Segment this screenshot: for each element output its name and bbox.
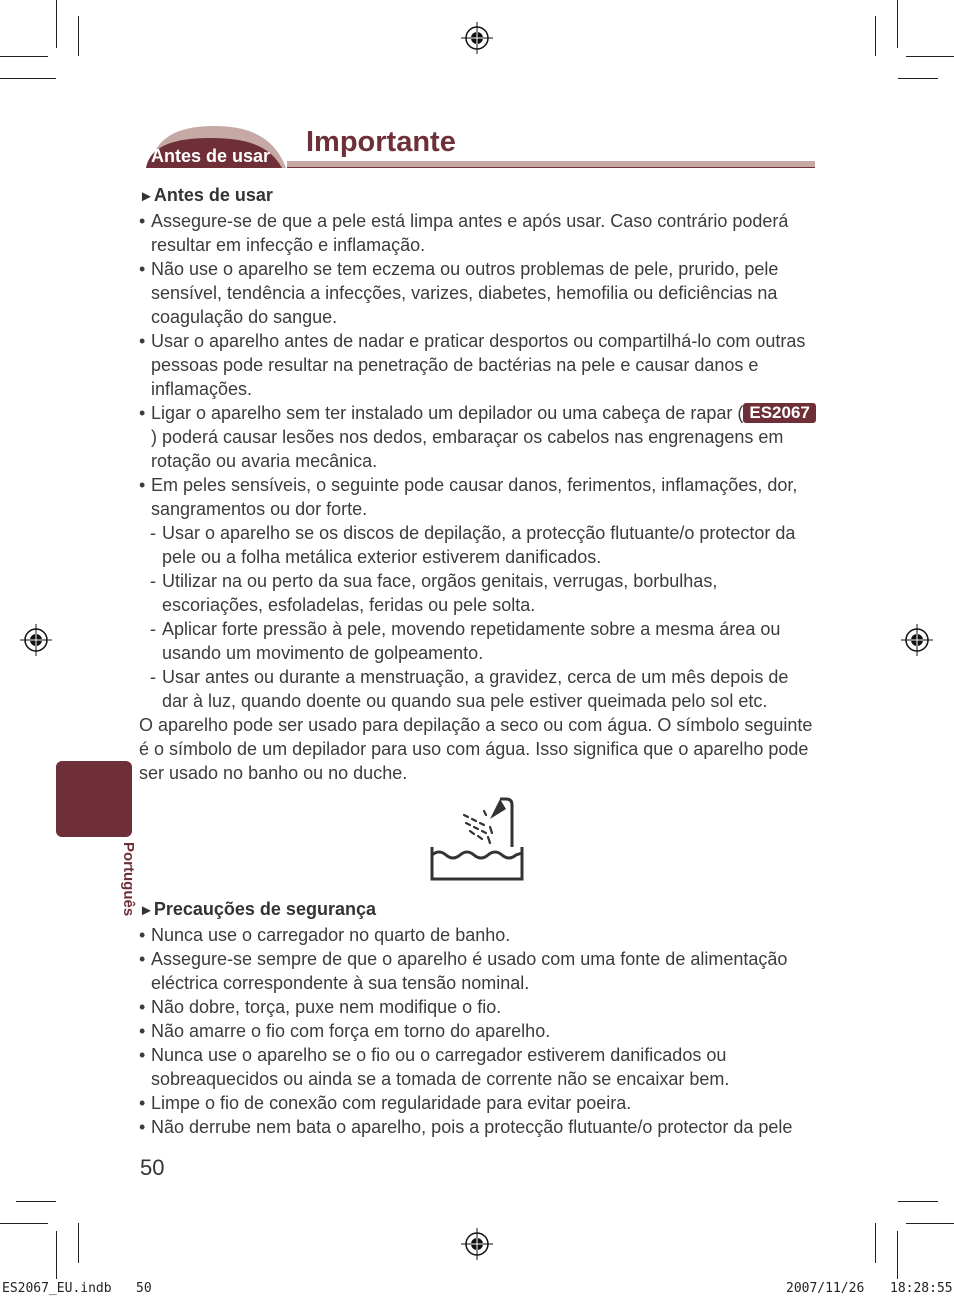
- crop-mark: [898, 1201, 938, 1202]
- crop-mark: [0, 56, 48, 57]
- list-item: • Usar o aparelho antes de nadar e praticar desportos ou compartilhá-lo com outras pessoas pode resultar na penetração de bactérias na pele e causar danos e inflamações.: [139, 329, 819, 401]
- crop-mark: [875, 1223, 876, 1263]
- language-tab-block: [56, 761, 132, 837]
- section-tab-label: Antes de usar: [151, 146, 271, 166]
- shower-bath-icon: [428, 797, 526, 881]
- section-heading-precaucoes: ►Precauções de segurança: [139, 899, 376, 919]
- list-item: • Nunca use o aparelho se o fio ou o carregador estiverem danificados ou sobreaquecidos ou ainda se a tomada de corrente não se encaixar bem.: [139, 1043, 819, 1091]
- sub-list-item: - Utilizar na ou perto da sua face, orgãos genitais, verrugas, borbulhas, escoriações, esfoladelas, feridas ou pele solta.: [139, 569, 819, 617]
- list-item: • Nunca use o carregador no quarto de banho.: [139, 923, 819, 947]
- triangle-right-icon: ►: [139, 188, 154, 205]
- footer-file: ES2067_EU.indb: [2, 1281, 112, 1296]
- list-item: • Não dobre, torça, puxe nem modifique o fio.: [139, 995, 819, 1019]
- water-use-symbol: [139, 785, 819, 897]
- triangle-right-icon: ►: [139, 902, 154, 919]
- list-item: • Não derrube nem bata o aparelho, pois a protecção flutuante/o protector da pele: [139, 1115, 819, 1139]
- crop-mark: [56, 0, 57, 48]
- registration-mark-icon: [20, 624, 52, 656]
- language-label: Português: [120, 842, 137, 917]
- sub-list-item: - Usar o aparelho se os discos de depilação, a protecção flutuante/o protector da pele ou a folha metálica exterior estiverem danificados.: [139, 521, 819, 569]
- crop-mark: [78, 1223, 79, 1263]
- footer-time: 18:28:55: [890, 1281, 953, 1296]
- crop-mark: [78, 16, 79, 56]
- crop-mark: [897, 0, 898, 48]
- crop-mark: [897, 1231, 898, 1279]
- footer-page: 50: [136, 1281, 152, 1296]
- paragraph-water-use: O aparelho pode ser usado para depilação a seco ou com água. O símbolo seguinte é o símbolo de um depilador para uso com água. Isso significa que o aparelho pode ser usado no banho ou no duche.: [139, 715, 813, 783]
- registration-mark-icon: [461, 1228, 493, 1260]
- crop-mark: [906, 1223, 954, 1224]
- registration-mark-icon: [461, 22, 493, 54]
- crop-mark: [16, 1201, 56, 1202]
- model-badge: ES2067: [743, 403, 816, 423]
- crop-mark: [0, 1223, 48, 1224]
- list-item: • Em peles sensíveis, o seguinte pode causar danos, ferimentos, inflamações, dor, sangramentos ou dor forte.: [139, 473, 819, 521]
- section-heading-antes-de-usar: ►Antes de usar: [139, 185, 273, 205]
- list-item: • Não amarre o fio com força em torno do aparelho.: [139, 1019, 819, 1043]
- crop-mark: [0, 78, 56, 79]
- sub-list-item: - Aplicar forte pressão à pele, movendo repetidamente sobre a mesma área ou usando um movimento de golpeamento.: [139, 617, 819, 665]
- title-rule: [287, 161, 815, 168]
- footer-date: 2007/11/26: [786, 1281, 865, 1296]
- page-title: Importante: [306, 126, 456, 158]
- list-item: • Não use o aparelho se tem eczema ou outros problemas de pele, prurido, pele sensível, tendência a infecções, varizes, diabetes, hemofilia ou deficiências na coagulação do sangue.: [139, 257, 819, 329]
- sub-list-item: - Usar antes ou durante a menstruação, a gravidez, cerca de um mês depois de dar à luz, quando doente ou quando sua pele estiver queimada pelo sol etc.: [139, 665, 819, 713]
- main-content: [139, 183, 819, 1139]
- list-item: • Assegure-se sempre de que o aparelho é usado com uma fonte de alimentação eléctrica correspondente à sua tensão nominal.: [139, 947, 819, 995]
- page-number: 50: [140, 1155, 165, 1180]
- list-item: • Ligar o aparelho sem ter instalado um depilador ou uma cabeça de rapar ( ES2067) poderá causar lesões nos dedos, embaraçar os cabelos nas engrenagens em rotação ou avaria mecânica.: [139, 401, 819, 473]
- crop-mark: [56, 1231, 57, 1279]
- registration-mark-icon: [901, 624, 933, 656]
- crop-mark: [906, 56, 954, 57]
- crop-mark: [898, 78, 938, 79]
- crop-mark: [875, 16, 876, 56]
- list-item: • Assegure-se de que a pele está limpa antes e após usar. Caso contrário poderá resultar em infecção e inflamação.: [139, 209, 819, 257]
- list-item: • Limpe o fio de conexão com regularidade para evitar poeira.: [139, 1091, 819, 1115]
